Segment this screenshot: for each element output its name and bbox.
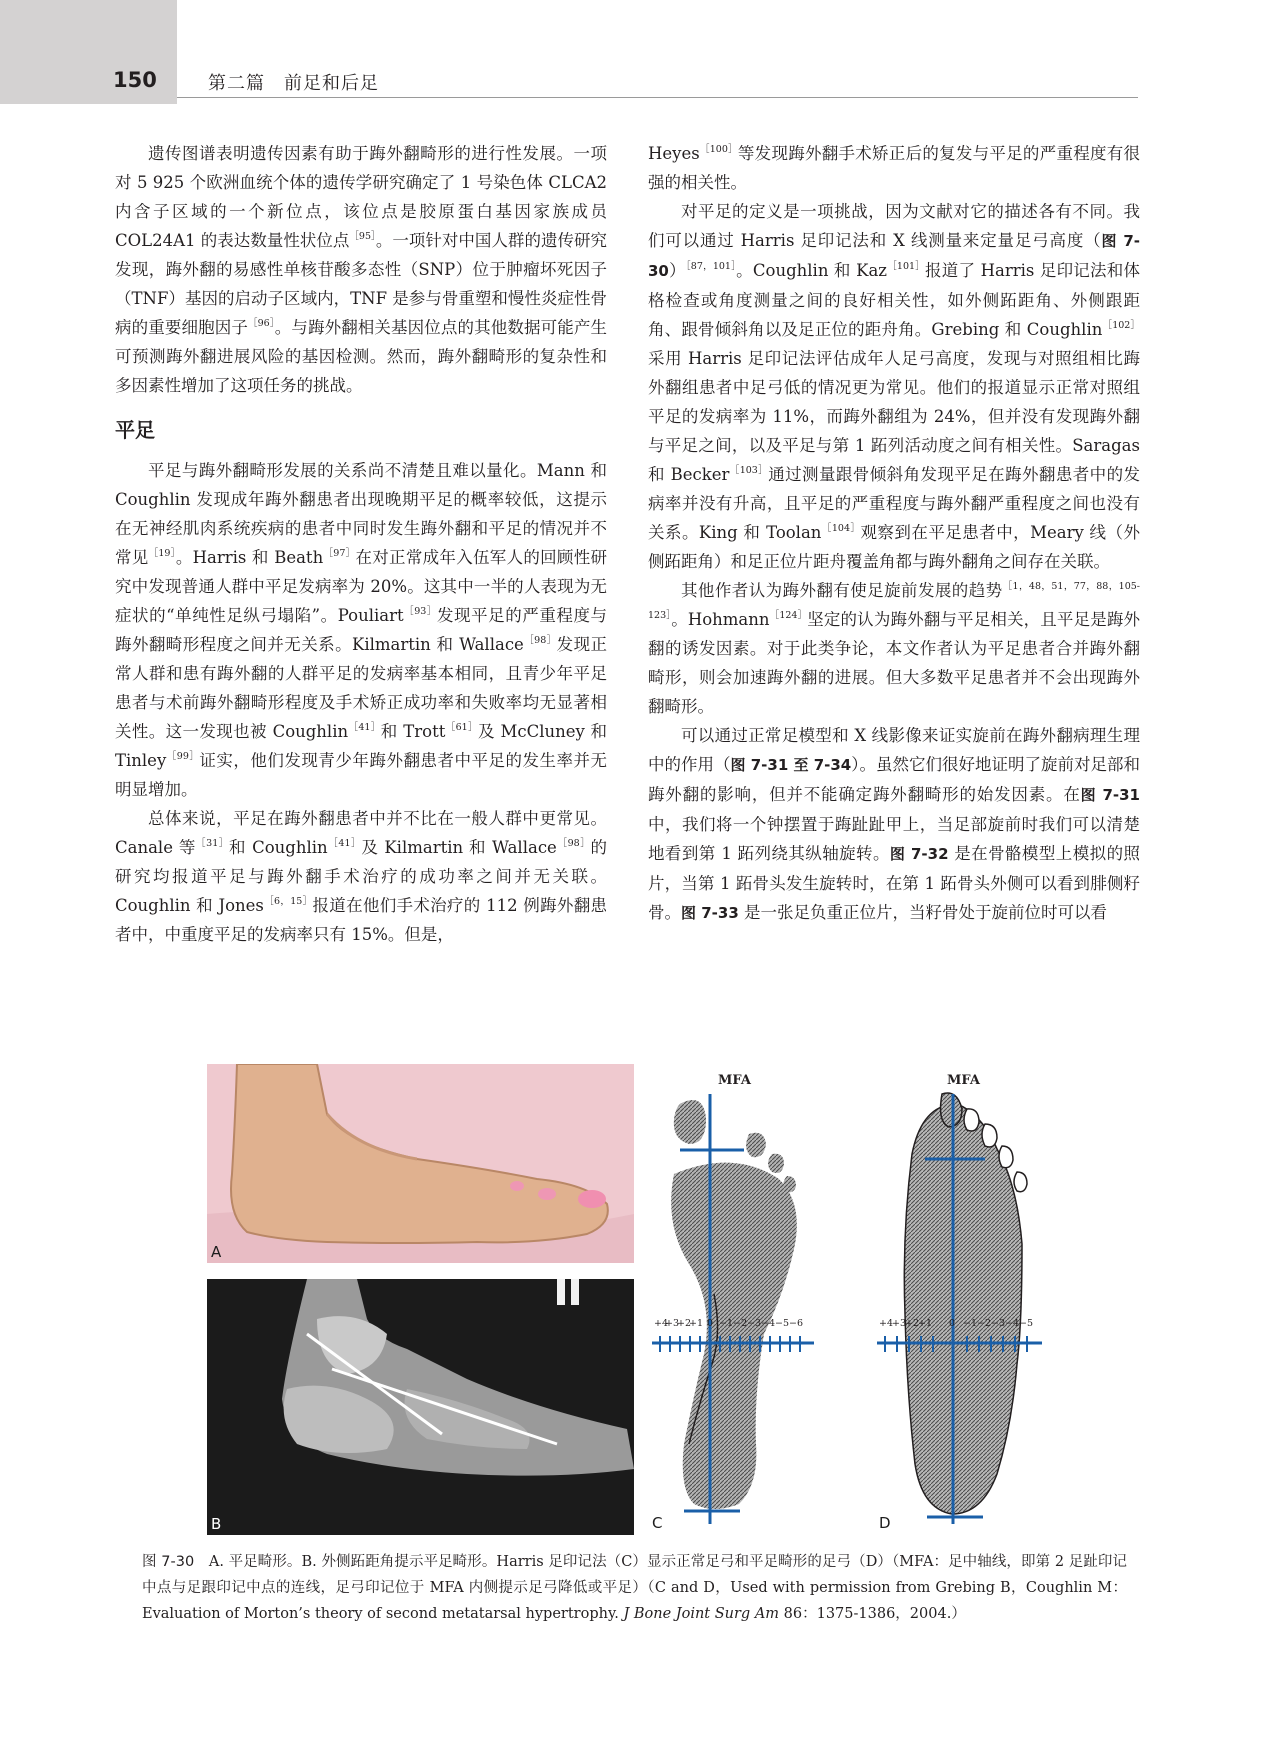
text: 和 Coughlin (229, 838, 328, 857)
citation: ［95］ (349, 231, 376, 242)
mfa-label-d: MFA (947, 1073, 980, 1088)
citation: ［87，101］ (685, 261, 737, 272)
text: 。一项针对中国人群的遗传研究发现，踇外翻的易感性单核苷酸多态性（SNP）位于肿瘤坏死因子（TNF）基因的启动子区域内，TNF 是参与骨重塑和慢性炎症性骨病的重要细胞因子 (115, 231, 608, 337)
page-number: 150 (113, 68, 157, 92)
scale-label: −2 (733, 1318, 748, 1329)
text: 遗传图谱表明遗传因素有助于踇外翻畸形的进行性发展。一项对 5 925 个欧洲血统个体的遗传学研究确定了 1 号染色体 CLCA2 内含子区域的一个新位点，该位点是胶原蛋白基因家族成员 COL24A1 的表达数量性状位点 (115, 144, 607, 250)
paragraph-continued (648, 139, 1140, 197)
figure-reference[interactable]: 图 7-31 (1080, 786, 1140, 804)
paragraph-definition (648, 197, 1140, 576)
citation: ［98］ (556, 838, 591, 849)
scale-label: +1 (689, 1318, 704, 1329)
citation: ［98］ (523, 635, 557, 646)
caption-text: A. 平足畸形。B. 外侧跖距角提示平足畸形。Harris 足印记法（C）显示正常足弓和平足畸形的足弓（D）（MFA：足中轴线，即第 2 足趾印记中点与足跟印记中点的连线，足弓印记位于 MFA 内侧提示足弓降低或平足）（C and D，Used with permission from Grebing B，Coughlin M：Evaluation of Morton’s theory of second metatarsal hypertrophy. (142, 1554, 1127, 1622)
figure-caption (142, 1549, 1127, 1627)
citation: ［101］ (886, 261, 925, 272)
text: 等发现踇外翻手术矫正后的复发与平足的严重程度有很强的相关性。 (648, 144, 1141, 192)
scale-label: −2 (977, 1318, 992, 1329)
panel-letter-b: B (211, 1515, 222, 1533)
scale-label: −4 (761, 1318, 776, 1329)
scale-label: +3 (892, 1318, 907, 1329)
scale-label: −5 (1019, 1318, 1034, 1329)
scale-label: +4 (654, 1318, 669, 1329)
text: 发现平足的严重程度与踇外翻畸形程度之间并无关系。Kilmartin 和 Wallace (115, 606, 608, 654)
figure-7-30 (207, 1064, 1134, 1534)
citation: ［102］ (1102, 320, 1140, 331)
scale-label: 0 (707, 1318, 714, 1329)
citation: ［104］ (821, 523, 861, 534)
caption-label: 图 7-30 (142, 1554, 195, 1570)
text: 坚定的认为踇外翻与平足相关，且平足是踇外翻的诱发因素。对于此类争论，本文作者认为平足患者合并踇外翻畸形，则会加速踇外翻的进展。但大多数平足患者并不会出现踇外翻畸形。 (648, 610, 1141, 716)
text: 通过测量跟骨倾斜角发现平足在踇外翻患者中的发病率并没有升高，且平足的严重程度与踇外翻严重程度之间也没有关系。King 和 Toolan (648, 465, 1140, 542)
normal-footprint-diagram (644, 1064, 862, 1534)
citation: ［41］ (348, 722, 381, 733)
text: 是一张足负重正位片，当籽骨处于旋前位时可以看 (738, 903, 1108, 922)
journal-name: J Bone Joint Surg Am (623, 1606, 780, 1622)
text: 可以通过正常足模型和 X 线影像来证实旋前在踇外翻病理生理中的作用（ (648, 726, 1140, 774)
citation: ［1，48，51，77，88，105-123］ (648, 581, 1140, 621)
scale-label: −6 (789, 1318, 804, 1329)
text: 是在骨骼模型上模拟的照片，当第 1 跖骨头发生旋转时，在第 1 跖骨头外侧可以看到腓侧籽骨。 (648, 844, 1140, 922)
scale-label: −5 (775, 1318, 790, 1329)
scale-label: −1 (719, 1318, 734, 1329)
text: 平足与踇外翻畸形发展的关系尚不清楚且难以量化。Mann 和 Coughlin 发现成年踇外翻患者出现晚期平足的概率较低，这提示在无神经肌肉系统疾病的患者中同时发生踇外翻和平足的情况并不常见 (115, 461, 607, 567)
text: ）。虽然它们很好地证明了旋前对足部和踇外翻的影响，但并不能确定踇外翻畸形的始发因素。在 (648, 755, 1140, 804)
scale-label: −4 (1005, 1318, 1020, 1329)
text: 。Harris 和 Beath (175, 548, 324, 567)
citation: ［103］ (729, 465, 769, 476)
text: 中，我们将一个钟摆置于踇趾趾甲上，当足部旋前时我们可以清楚地看到第 1 跖列绕其纵轴旋转。 (648, 815, 1140, 863)
text: 观察到在平足患者中，Meary 线（外侧跖距角）和足正位片距舟覆盖角都与踇外翻角之间存在关联。 (648, 523, 1140, 571)
mfa-label-c: MFA (718, 1073, 751, 1088)
text: 总体来说，平足在踇外翻患者中并不比在一般人群中更常见。Canale 等 (115, 809, 607, 857)
citation: ［31］ (196, 838, 230, 849)
text: 及 McCluney 和 Tinley (115, 722, 607, 770)
figure-reference[interactable]: 图 7-32 (889, 845, 949, 863)
scale-label: −3 (991, 1318, 1006, 1329)
running-head: 第二篇 前足和后足 (208, 73, 379, 94)
text: 采用 Harris 足印记法评估成年人足弓高度，发现与对照组相比踇外翻组患者中足弓低的情况更为常见。他们的报道显示正常对照组平足的发病率为 11%，而踇外翻组为 24%，但并没有发现踇外翻与平足之间，以及平足与第 1 跖列活动度之间有相关性。Saragas 和 Becker (648, 349, 1140, 484)
text: 其他作者认为踇外翻有使足旋前发展的趋势 (681, 581, 1003, 600)
citation: ［97］ (323, 548, 356, 559)
scale-label: −3 (747, 1318, 762, 1329)
citation: ［124］ (769, 610, 808, 621)
panel-d-footprint-flat (867, 1064, 1094, 1534)
scale-label: +4 (879, 1318, 894, 1329)
text: 报道在他们手术治疗的 112 例踇外翻患者中，中重度平足的发病率只有 15%。但是， (115, 896, 608, 944)
figure-reference[interactable]: 图 7-33 (681, 904, 739, 922)
figure-reference[interactable]: 图 7-30 (648, 232, 1140, 280)
paragraph-genetics (115, 139, 607, 400)
text: Heyes (648, 144, 700, 163)
text: 对平足的定义是一项挑战，因为文献对它的描述各有不同。我们可以通过 Harris 足印记法和 X 线测量来定量足弓高度（ (648, 202, 1140, 250)
text: 报道了 Harris 足印记法和体格检查或角度测量之间的良好相关性，如外侧跖距角、外侧跟距角、跟骨倾斜角以及足正位的距舟角。Grebing 和 Coughlin (648, 261, 1140, 339)
citation: ［93］ (403, 606, 437, 617)
text: 。与踇外翻相关基因位点的其他数据可能产生可预测踇外翻进展风险的基因检测。然而，踇外翻畸形的复杂性和多因素性增加了这项任务的挑战。 (115, 318, 608, 395)
citation: ［96］ (247, 318, 275, 329)
text: ） (668, 261, 686, 280)
text: 证实，他们发现青少年踇外翻患者中平足的发生率并无明显增加。 (115, 751, 607, 799)
panel-c-footprint-normal (644, 1064, 862, 1534)
citation: ［61］ (445, 722, 478, 733)
section-heading-flatfoot: 平足 (115, 418, 155, 442)
paragraph-flatfoot-relation (115, 456, 607, 804)
citation: ［100］ (699, 144, 738, 155)
scale-label: +2 (905, 1318, 920, 1329)
panel-a-foot-photo (207, 1064, 634, 1263)
paragraph-pronation-trend (648, 576, 1140, 721)
flatfoot-photo-illustration (207, 1064, 634, 1263)
citation: ［41］ (327, 838, 362, 849)
citation: ［99］ (166, 751, 200, 762)
text: 发现正常人群和患有踇外翻的人群平足的发病率基本相同，且青少年平足患者与术前踇外翻畸形程度及手术矫正成功率和失败率均无显著相关性。这一发现也被 Coughlin (115, 635, 607, 741)
scale-label: +2 (677, 1318, 692, 1329)
text: 。Hohmann (671, 610, 770, 629)
paragraph-pronation-models (648, 721, 1140, 928)
scale-label: −1 (963, 1318, 978, 1329)
tick-marks-c (660, 1336, 800, 1352)
citation: ［19］ (148, 548, 176, 559)
figure-reference[interactable]: 图 7-31 至 7-34 (730, 756, 852, 774)
lateral-xray-illustration (207, 1279, 634, 1535)
header-rule (177, 97, 1138, 98)
scale-label: +1 (918, 1318, 933, 1329)
panel-letter-a: A (211, 1243, 222, 1261)
panel-letter-d: D (879, 1514, 891, 1532)
caption-text-end: 86：1375-1386，2004.） (779, 1606, 966, 1622)
panel-b-xray (207, 1279, 634, 1535)
text: 的研究均报道平足与踇外翻手术治疗的成功率之间并无关联。Coughlin 和 Jones (115, 838, 607, 915)
paragraph-summary (115, 804, 607, 949)
right-column (648, 139, 1140, 928)
flatfoot-footprint-diagram (867, 1064, 1094, 1534)
text: 在对正常成年入伍军人的回顾性研究中发现普通人群中平足发病率为 20%。这其中一半的人表现为无症状的“单纯性足纵弓塌陷”。Pouliart (115, 548, 608, 625)
panel-letter-c: C (652, 1514, 663, 1532)
scale-label: +3 (665, 1318, 680, 1329)
scale-label: 0 (949, 1318, 956, 1329)
text: 。Coughlin 和 Kaz (736, 261, 887, 280)
text: 及 Kilmartin 和 Wallace (361, 838, 557, 857)
text: 和 Trott (380, 722, 446, 741)
citation: ［6，15］ (263, 896, 313, 907)
left-column (115, 139, 607, 949)
